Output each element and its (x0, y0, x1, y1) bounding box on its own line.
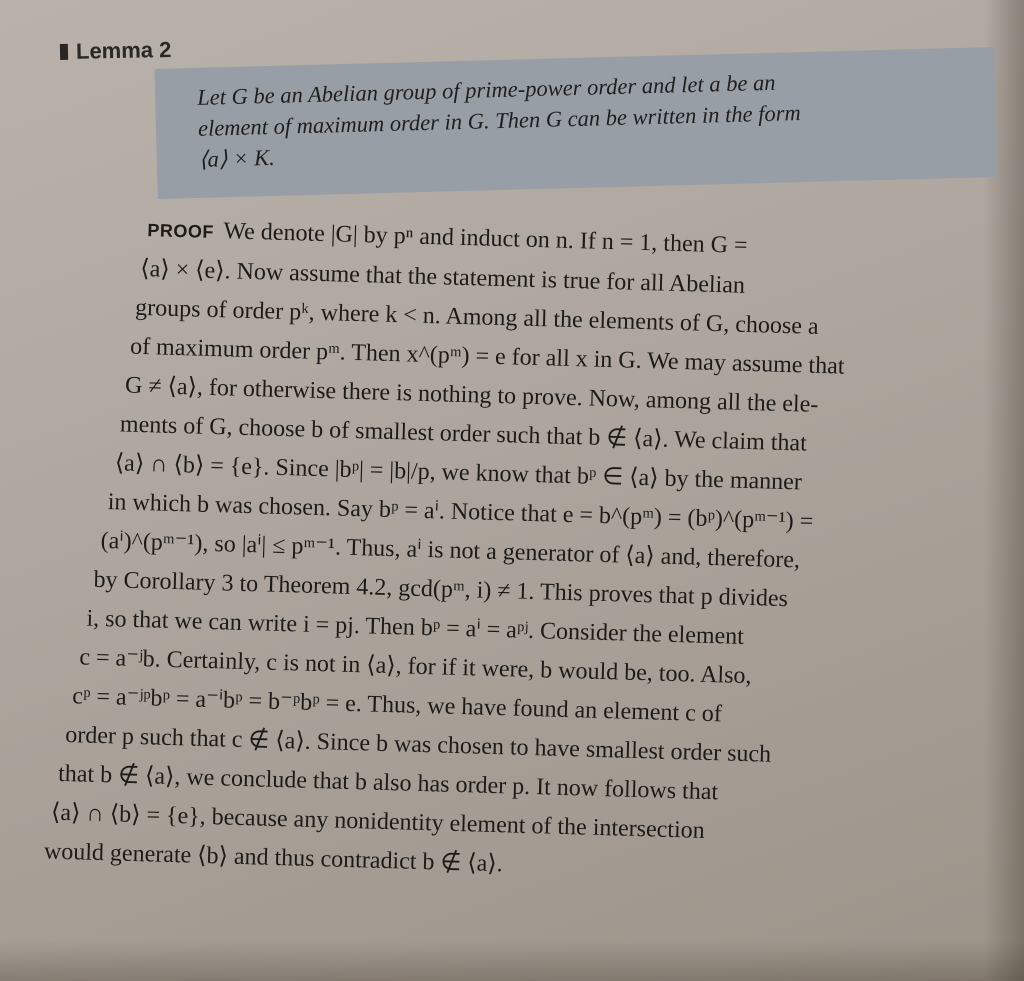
lemma-line: ⟨a⟩ × K. (198, 144, 275, 172)
proof-line: that b ∉ ⟨a⟩, we conclude that b also has order p. It now follows that (57, 760, 719, 806)
proof-line: G ≠ ⟨a⟩, for otherwise there is nothing to prove. Now, among all the ele- (124, 372, 819, 418)
lemma-heading (60, 37, 172, 65)
lemma-line: Let G be an Abelian group of prime-power order and let a be an (196, 69, 776, 110)
proof-line-text: We denote |G| by pⁿ and induct on n. If n = 1, then G = (223, 218, 748, 259)
proof-line: cᵖ = a⁻ʲᵖbᵖ = a⁻ⁱbᵖ = b⁻ᵖbᵖ = e. Thus, we have found an element c of (72, 683, 723, 728)
lemma-statement (197, 62, 967, 175)
proof-paragraph (43, 208, 961, 897)
page-shadow-bottom (0, 941, 1024, 981)
proof-line: ⟨a⟩ ∩ ⟨b⟩ = {e}, because any nonidentity element of the intersection (50, 799, 706, 844)
proof-line: groups of order pᵏ, where k < n. Among all the elements of G, choose a (134, 294, 819, 340)
lemma-line: element of maximum order in G. Then G can be written in the form (197, 100, 801, 141)
proof-line: in which b was chosen. Say bᵖ = aⁱ. Notice that e = b^(pᵐ) = (bᵖ)^(pᵐ⁻¹) = (107, 489, 814, 535)
proof-line: (aⁱ)^(pᵐ⁻¹), so |aⁱ| ≤ pᵐ⁻¹. Thus, aⁱ is not a generator of ⟨a⟩ and, therefore, (100, 527, 801, 574)
proof-line: i, so that we can write i = pj. Then bᵖ = aⁱ = aᵖʲ. Consider the element (86, 605, 745, 650)
lemma-statement-box (154, 47, 997, 199)
lemma-heading-label: Lemma 2 (75, 37, 172, 64)
proof-line: order p such that c ∉ ⟨a⟩. Since b was chosen to have smallest order such (64, 722, 772, 768)
proof-line: ments of G, choose b of smallest order such that b ∉ ⟨a⟩. We claim that (119, 411, 808, 457)
proof-line: ⟨a⟩ × ⟨e⟩. Now assume that the statement is true for all Abelian (139, 255, 746, 299)
heading-bullet-icon (60, 44, 68, 60)
proof-line: by Corollary 3 to Theorem 4.2, gcd(pᵐ, i) ≠ 1. This proves that p divides (93, 566, 789, 613)
proof-line: c = a⁻ʲb. Certainly, c is not in ⟨a⟩, for if it were, b would be, too. Also, (79, 644, 752, 690)
proof-line: of maximum order pᵐ. Then x^(pᵐ) = e for all x in G. We may assume that (129, 333, 845, 380)
proof-line: ⟨a⟩ ∩ ⟨b⟩ = {e}. Since |bᵖ| = |b|/p, we know that bᵖ ∈ ⟨a⟩ by the manner (114, 450, 803, 496)
proof-line: would generate ⟨b⟩ and thus contradict b ∉ ⟨a⟩. (43, 838, 504, 878)
proof-label: PROOF (147, 220, 215, 242)
